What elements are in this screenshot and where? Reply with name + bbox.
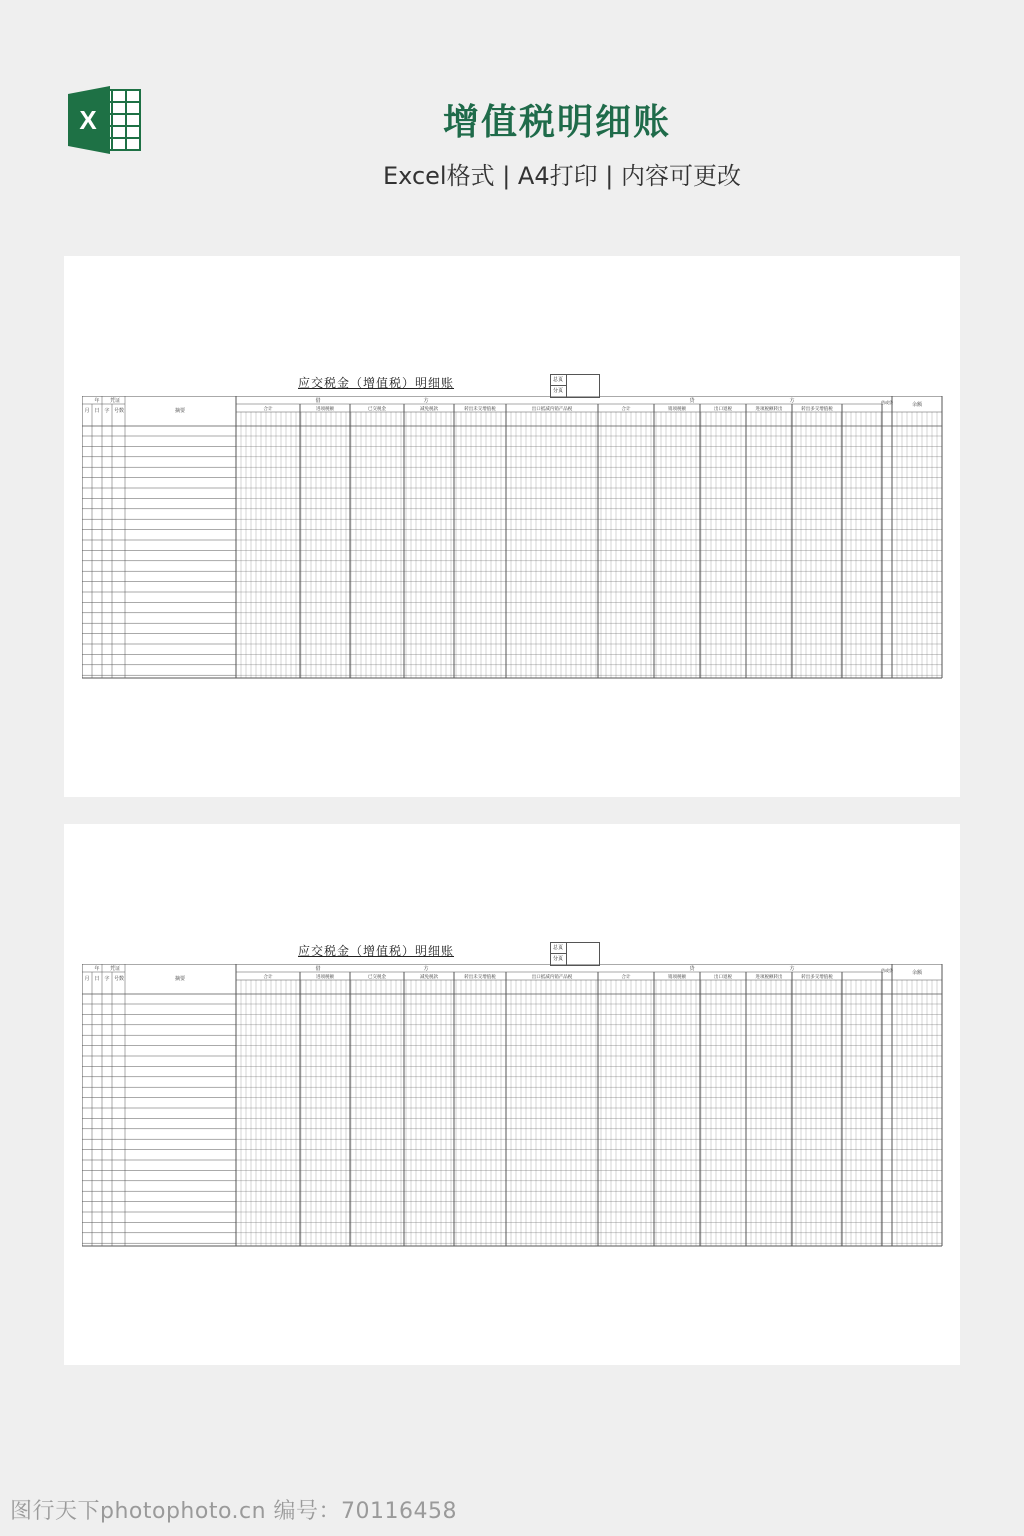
direction-label: 借或贷: [881, 968, 893, 973]
page-title: 增值税明细账: [442, 102, 671, 143]
page-subtitle: Excel格式 | A4打印 | 内容可更改: [383, 162, 741, 190]
debit-column-label: 已交税金: [368, 407, 386, 412]
debit-column-label: 合计: [263, 975, 273, 980]
debit-column-label: 已交税金: [368, 975, 386, 980]
direction-label: 借或贷: [881, 400, 893, 405]
debit-column-label: 转出未交增值税: [464, 975, 496, 980]
total-page-label: 总页: [551, 375, 567, 386]
ledger-title: 应交税金（增值税）明细账: [298, 944, 455, 958]
grid-label: 月: [84, 408, 90, 414]
credit-column-label: 进项税额转出: [755, 407, 783, 412]
grid-label: 年: [94, 398, 100, 404]
debit-column-label: 合计: [263, 407, 273, 412]
grid-label: 年: [94, 966, 100, 972]
page-number-box: [550, 374, 600, 398]
grid-label: 方: [789, 966, 795, 972]
credit-column-label: 出口退税: [714, 407, 732, 412]
grid-label: 余额: [911, 970, 923, 976]
total-page-label: 总页: [551, 943, 567, 954]
watermark: 图行天下photophoto.cn 编号：70116458: [10, 1499, 458, 1524]
grid-label: 摘要: [174, 976, 186, 982]
credit-column-label: 销项税额: [668, 407, 686, 412]
sub-page-label: 分页: [551, 386, 567, 397]
grid-label: 借: [315, 966, 321, 972]
debit-column-label: 进项税额: [316, 407, 334, 412]
grid-label: 凭证: [109, 966, 121, 972]
credit-column-label: 进项税额转出: [755, 975, 783, 980]
credit-column-label: 合计: [621, 975, 631, 980]
grid-label: 方: [423, 966, 429, 972]
grid-label: 字: [104, 976, 110, 982]
grid-label: 余额: [911, 402, 923, 408]
ledger-preview-2: [64, 824, 960, 1365]
sub-page-label: 分页: [551, 954, 567, 965]
page-number-box: [550, 942, 600, 966]
debit-column-label: 进项税额: [316, 975, 334, 980]
debit-column-label: 减免税款: [420, 975, 438, 980]
credit-column-label: 转出多交增值税: [801, 975, 833, 980]
grid-label: 凭证: [109, 398, 121, 404]
grid-label: 号数: [113, 408, 125, 414]
debit-column-label: 出口抵减内销产品税: [531, 407, 573, 412]
grid-label: 摘要: [174, 408, 186, 414]
debit-column-label: 减免税款: [420, 407, 438, 412]
ledger-grid: [82, 396, 944, 680]
grid-label: 月: [84, 976, 90, 982]
grid-label: 字: [104, 408, 110, 414]
grid-label: 日: [94, 408, 100, 414]
ledger-preview-1: [64, 256, 960, 797]
debit-column-label: 转出未交增值税: [464, 407, 496, 412]
logo-letter: X: [79, 105, 97, 135]
ledger-grid: [82, 964, 944, 1248]
credit-column-label: 出口退税: [714, 975, 732, 980]
grid-label: 日: [94, 976, 100, 982]
credit-column-label: 合计: [621, 407, 631, 412]
grid-label: 号数: [113, 976, 125, 982]
credit-column-label: 销项税额: [668, 975, 686, 980]
grid-label: 借: [315, 398, 321, 404]
ledger-title: 应交税金（增值税）明细账: [298, 376, 455, 390]
credit-column-label: 转出多交增值税: [801, 407, 833, 412]
grid-label: 贷: [689, 398, 695, 404]
grid-label: 方: [423, 398, 429, 404]
debit-column-label: 出口抵减内销产品税: [531, 975, 573, 980]
grid-label: 方: [789, 398, 795, 404]
grid-label: 贷: [689, 966, 695, 972]
